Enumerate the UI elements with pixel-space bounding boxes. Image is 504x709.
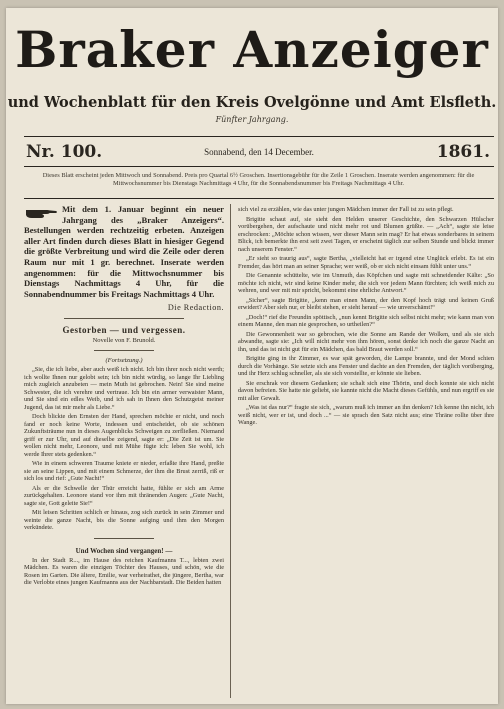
header-rule-top xyxy=(24,136,494,137)
story-paragraph: Doch blickte den Ernsten der Hand, sprechen möchte er nicht, und noch fand er noch keine Worte, indessen und entscheidet, ob sie schönen Zukunftsträume nun in dieses Augenblicks Schweigen zu zerfließen. Niemand griff er zur Uhr, und auf dieselbe zeigend, sagte er: „Die Zeit ist um. Sie wollen nicht mehr, Leonore, und mit Mühe fügte ich: leben Sie wohl, ich werde Ihrer stets gedenken.“ xyxy=(24,413,224,458)
story-paragraph: Die Gewonnenheit war so gebrochen, wie die Sonne am Rande der Wolken, und als sie sich abwandte, sagte sie: „Ich will nicht mehr von ihm hören, sonst denke ich noch die ganze Nacht an ihn, und das ist nicht gut für ein Mädchen, das bald Braut werden soll.“ xyxy=(238,330,494,353)
story-paragraph: „Er sieht so traurig aus“, sagte Bertha, „vielleicht hat er irgend eine Unglück erlebt. Es ist ein Fremder, das hört man an seiner Sprache; wer weiß, ob er sich nicht einsam fühlt unter uns.“ xyxy=(238,255,494,270)
volume-label: Fünfter Jahrgang. xyxy=(215,115,289,124)
story-continuation: (Fortsetzung.) xyxy=(105,357,143,365)
story-title: Gestorben — und vergessen. xyxy=(62,325,186,336)
story-rule xyxy=(94,350,154,351)
story-paragraph: sich viel zu erzählen, wie das unter jungen Mädchen immer der Fall ist zu sein pflegt. xyxy=(238,206,454,213)
announcement xyxy=(24,204,224,299)
header-rule-bottom xyxy=(24,166,494,167)
issue-number: Nr. 100. xyxy=(26,142,103,162)
pointing-hand-icon xyxy=(24,204,58,220)
story-paragraph: „Sie, die ich liebe, aber auch weiß ich nicht. Ich bin ihrer noch nicht werth; ich wollte Ihnen nur gelobt sein; ich bin nicht würdig, so lange Ihr Liebling mich zugleich anzubeten — mein Muth ist gebrochen. Nein! Sie sind meine Schwester, die ich verehre und vertraue. Ich bin ein armer verwaister Mann, und Sie sind ein edles Weib, und ich sah in Ihnen den Schutzgeist meiner Jugend, das ist mir mehr als Liebe.“ xyxy=(24,366,224,411)
story-paragraph: Brigitte schaut auf, sie sieht den Helden unserer Geschichte, den Schwarzen Hülscher vorübergehen, der aufschaute und nicht mehr rot und Blumen grüßte. — „Ach“, sagte sie leise erschrocken: „Möchte schon wissen, wer dieser Mann sein mag? Er hat etwas sonderbares in seinem Blick, ich bemerkte ihn erst seit zwei Tagen, er erscheint täglich zur selben Stunde und blickt immer nach unserem Fenster.“ xyxy=(238,215,494,253)
chapter-rule xyxy=(94,538,154,539)
subscription-notice: Dieses Blatt erscheint jeden Mittwoch und Sonnabend. Preis pro Quartal 6½ Groschen. Insertionsgebühr für die Zeile 1 Groschen. Inserate werden angenommen: für die Mittwochsnummer bis Dienstags Nachmittags 4 Uhr, für die Sonnabendsnummer bis Freitags Nachmittags 4 Uhr. xyxy=(42,172,475,187)
newspaper-page xyxy=(6,8,498,704)
story-paragraph: Brigitte ging in ihr Zimmer, es war spät geworden, die Lampe brannte, und der Mond schien durch die Vorhänge. Sie setzte sich ans Fenster und dachte an den Fremden, der täglich vorüberging, und ihr Herz schlug schneller, als sie sich vorstellte, er könnte sie lieben. xyxy=(238,355,494,377)
story-paragraph: In der Stadt R..., im Hause des reichen Kaufmanns T..., lebten zwei Mädchen. Es waren die einzigen Töchter des Hauses, und schön, wie die Rosen im Garten. Die ältere, Emilie, war verheirathet, die jüngere, Bertha, war die Verlobte eines jungen Kaufmanns aus der Nachbarstadt. Die Beiden hatten xyxy=(24,556,224,587)
column-divider xyxy=(230,204,231,698)
notice-rule xyxy=(24,198,494,199)
issue-date: Sonnabend, den 14 December. xyxy=(204,147,314,157)
story-paragraph: Mit leisen Schritten schlich er hinaus, zog sich zurück in sein Zimmer und weinte die ganze Nacht, bis die Sonne aufging und ihm den Morgen verkündete. xyxy=(24,509,224,532)
story-paragraph: „Doch!“ rief die Freundin spöttisch, „nun kennt Brigitte sich selbst nicht mehr; wie kann man von einem Manne, den man nie gesprochen, so urtheilen?“ xyxy=(238,313,494,328)
story-paragraph: „Sicher“, sagte Brigitte, „kenn man einen Mann, der den Kopf hoch trägt und keinen Gruß erwidert? Aber sieh nur, er bleibt stehen, er sieht herauf — wie unverschämt!“ xyxy=(238,296,494,311)
story-author: Novelle von F. Brunold. xyxy=(92,337,156,345)
announcement-text: Mit dem 1. Januar beginnt ein neuer Jahrgang des „Braker Anzeigers“. Bestellungen werden rechtzeitig erbeten. Anzeigen aller Art finden durch dieses Blatt in hiesiger Gegend die größte Verbreitung und wird die Zeile oder deren Raum nur mit 1 gr. berechnet. Inserate werden angenommen: für die Mittwochsnummer bis Dienstags Nachmittags 4 Uhr, für die Sonnabendnummer bis Freitags Nachmittags 4 Uhr. xyxy=(24,204,224,299)
issue-row xyxy=(24,142,494,164)
issue-year: 1861. xyxy=(436,142,490,162)
right-column xyxy=(238,204,494,427)
masthead-subtitle: und Wochenblatt für den Kreis Ovelgönne und Amt Elsfleth. xyxy=(7,94,497,111)
left-column xyxy=(24,204,224,587)
story-paragraph: Wie in einem schweren Traume kniete er nieder, erfaßte ihre Hand, preßte sie an seine Lippen, und mit einem Schmerze, der ihm die Brust zerriß, riß er sich los und rief: „Gute Nacht!“ xyxy=(24,460,224,483)
story-paragraph: Die Genannte schüttelte, wie im Unmuth, das Köpfchen und sagte mit schneidender Kälte: „So möchte ich nicht, wir sind keine Kinder mehr, die sich vor jedem Mann fürchten; ich weiß mich zu wehren, und wer mit mir spricht, bekommt eine ehrliche Antwort.“ xyxy=(238,272,494,294)
section-rule xyxy=(64,318,184,319)
editorial-signature: Die Redaction. xyxy=(167,303,224,313)
story-paragraph: „Was ist das nur?“ fragte sie sich, „warum muß ich immer an ihn denken? Ich kenne ihn nicht, ich weiß nicht, wer er ist, und doch ...“ — sie sprach den Satz nicht aus; eine Thräne rollte über ihre Wange. xyxy=(238,404,494,426)
story-paragraph: Als er die Schwelle der Thür erreicht hatte, fühlte er sich am Arme zurückgehalten. Leonore stand vor ihm mit thränenden Augen: „Gute Nacht, sagte sie, Gott geleite Sie!“ xyxy=(24,484,224,507)
story-paragraph: Sie erschrak vor diesem Gedanken; sie schalt sich eine Thörin, und doch konnte sie sich nicht davon befreien. Sie hatte nie geliebt, sie kannte nicht die Macht dieses Gefühls, und nun ergriff es sie mit aller Gewalt. xyxy=(238,379,494,402)
masthead-title: Braker Anzeiger xyxy=(15,20,489,79)
chapter-heading: Und Wochen sind vergangen! — xyxy=(75,546,173,555)
